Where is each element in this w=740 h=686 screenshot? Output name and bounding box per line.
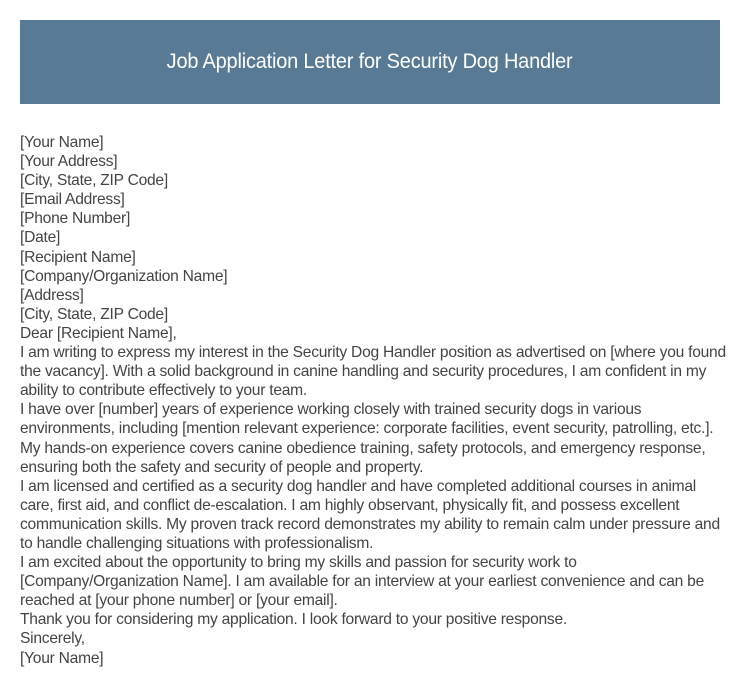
signature: [Your Name] bbox=[20, 649, 104, 667]
recipient-city-state-zip: [City, State, ZIP Code] bbox=[20, 305, 168, 323]
sender-city-state-zip: [City, State, ZIP Code] bbox=[20, 172, 168, 190]
title-banner bbox=[20, 20, 720, 104]
sender-email: [Email Address] bbox=[20, 191, 125, 209]
recipient-company: [Company/Organization Name] bbox=[20, 267, 228, 285]
closing: Sincerely, bbox=[20, 630, 85, 648]
paragraph-thanks: Thank you for considering my application. I look forward to your positive response. bbox=[20, 611, 567, 629]
paragraph-availability: I am excited about the opportunity to bring my skills and passion for security work to [Company/Organization Name]. I am available for an interview at your earliest convenience and can be reached at [your phone number] or [your email]. bbox=[20, 554, 705, 610]
recipient-address: [Address] bbox=[20, 286, 84, 304]
letter-date: [Date] bbox=[20, 229, 61, 247]
letter-body bbox=[20, 133, 726, 668]
recipient-name: [Recipient Name] bbox=[20, 248, 136, 266]
paragraph-experience: I have over [number] years of experience working closely with trained security dogs in various environments, including [mention relevant experience: corporate facilities, event security, patrolling, etc.]. My hands-on experience covers canine obedience training, safety protocols, and emergency response, ensuring both the safety and security of people and property. bbox=[20, 401, 714, 476]
page-title: Job Application Letter for Security Dog Handler bbox=[167, 50, 573, 73]
paragraph-intro: I am writing to express my interest in the Security Dog Handler position as advertised on [where you found the vacancy]. With a solid background in canine handling and security procedures, I am confident in my ability to contribute effectively to your team. bbox=[20, 344, 726, 400]
sender-phone: [Phone Number] bbox=[20, 210, 131, 228]
salutation: Dear [Recipient Name], bbox=[20, 324, 177, 342]
sender-name: [Your Name] bbox=[20, 134, 104, 151]
sender-address: [Your Address] bbox=[20, 153, 118, 171]
paragraph-qualifications: I am licensed and certified as a security dog handler and have completed additional courses in animal care, first aid, and conflict de-escalation. I am highly observant, physically fit, and possess excellent communication skills. My proven track record demonstrates my ability to remain calm under pressure and to handle challenging situations with professionalism. bbox=[20, 477, 720, 552]
